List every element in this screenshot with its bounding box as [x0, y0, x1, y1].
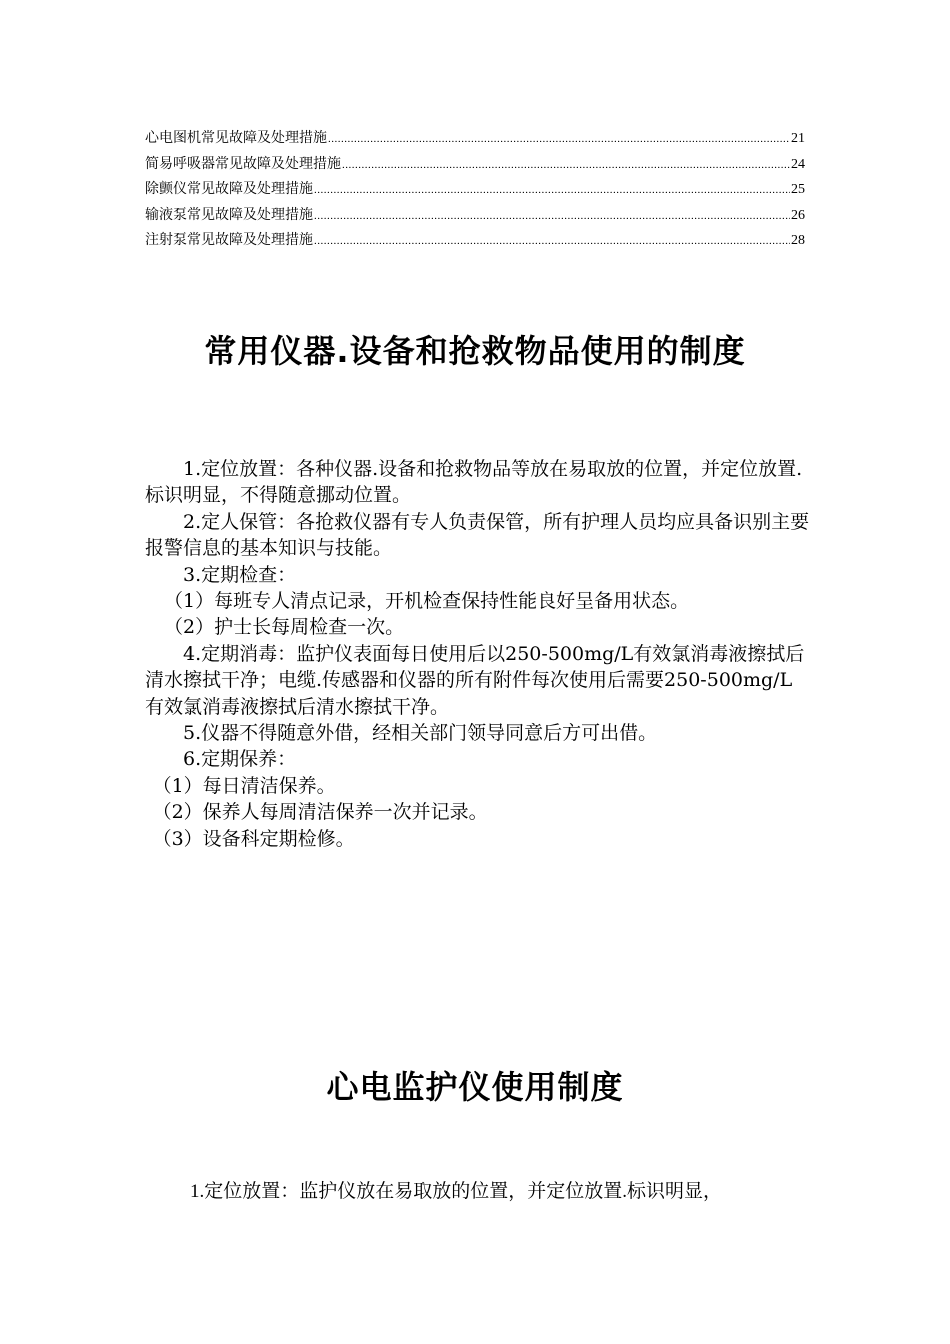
paragraph: 2.定人保管：各抢救仪器有专人负责保管，所有护理人员均应具备识别主要报警信息的基本知识与技能。	[145, 510, 810, 560]
list-item: （2）保养人每周清洁保养一次并记录。	[152, 801, 488, 824]
section-heading: 心电监护仪使用制度	[326, 1068, 624, 1106]
list-item: （1）每日清洁保养。	[152, 774, 336, 797]
paragraph: 6.定期保养：	[183, 748, 297, 771]
paragraph: 1.定位放置：各种仪器.设备和抢救物品等放在易取放的位置，并定位放置.标识明显，不得随意挪动位置。	[145, 458, 803, 507]
paragraph: 3.定期检查：	[183, 563, 297, 586]
toc-entry[interactable]	[145, 228, 805, 254]
toc-leader-dots	[314, 229, 790, 255]
list-item: （3）设备科定期检修。	[152, 827, 355, 850]
toc-entry[interactable]	[145, 126, 805, 152]
toc-entry[interactable]	[145, 152, 805, 178]
section-heading: 常用仪器.设备和抢救物品使用的制度	[204, 332, 746, 370]
toc-entry-title: 简易呼吸器常见故障及处理措施	[145, 156, 341, 172]
toc-entry-title: 除颤仪常见故障及处理措施	[145, 182, 313, 197]
toc-entry-page: 25	[791, 182, 805, 197]
paragraph: 5.仪器不得随意外借，经相关部门领导同意后方可出借。	[183, 722, 658, 745]
paragraph: 4.定期消毒：监护仪表面每日使用后以250-500mg/L有效氯消毒液擦拭后清水擦拭干净；电缆.传感器和仪器的所有附件每次使用后需要250-500mg/L有效氯消毒液擦拭后清水擦拭干净。	[145, 642, 805, 718]
list-item: （2）护士长每周检查一次。	[164, 616, 405, 639]
list-item: （1）每班专人清点记录，开机检查保持性能良好呈备用状态。	[164, 590, 690, 613]
toc-entry-page: 21	[791, 131, 805, 146]
table-of-contents	[145, 126, 805, 254]
paragraph: 1.定位放置：监护仪放在易取放的位置，并定位放置.标识明显，	[190, 1181, 723, 1202]
toc-leader-dots	[314, 204, 790, 230]
toc-entry-page: 28	[791, 233, 805, 248]
toc-entry[interactable]	[145, 177, 805, 203]
toc-leader-dots	[314, 178, 790, 204]
toc-entry-title: 注射泵常见故障及处理措施	[145, 233, 313, 248]
section-body	[145, 456, 810, 852]
toc-entry[interactable]	[145, 203, 805, 229]
toc-entry-title: 输液泵常见故障及处理措施	[145, 207, 313, 223]
toc-entry-page: 26	[791, 207, 805, 223]
toc-entry-page: 24	[791, 156, 805, 172]
toc-leader-dots	[342, 153, 790, 179]
toc-leader-dots	[328, 127, 790, 153]
toc-entry-title: 心电图机常见故障及处理措施	[145, 131, 327, 146]
